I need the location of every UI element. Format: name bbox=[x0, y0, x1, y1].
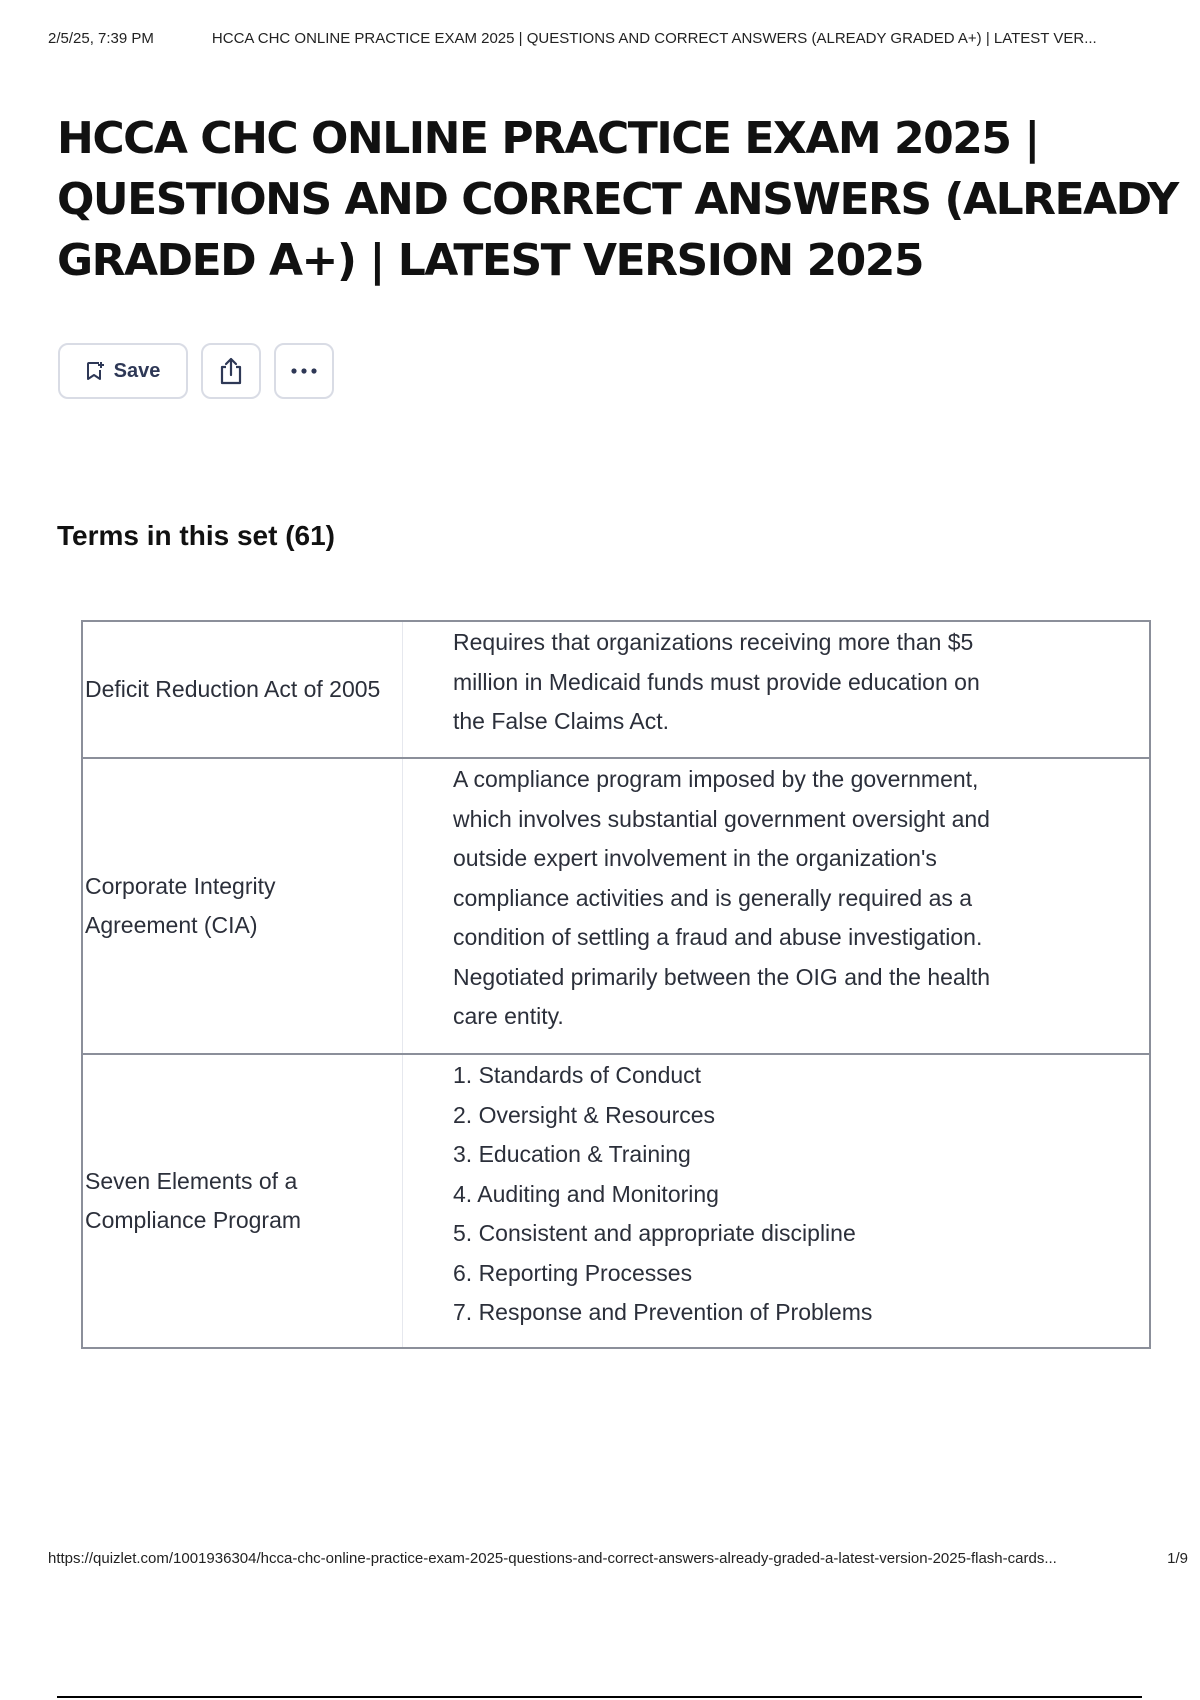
term-word: Corporate Integrity Agreement (CIA) bbox=[83, 759, 403, 1053]
definition-line: care entity. bbox=[453, 1003, 564, 1029]
definition-line: 4. Auditing and Monitoring bbox=[453, 1180, 719, 1207]
more-options-button[interactable] bbox=[274, 343, 334, 399]
term-row bbox=[83, 757, 1149, 1053]
term-definition bbox=[403, 622, 1149, 757]
print-url: https://quizlet.com/1001936304/hcca-chc-online-practice-exam-2025-questions-and-correct-answers-already-graded-a-latest-version-2025-flash-cards... bbox=[48, 1550, 1057, 1567]
print-page-title: HCCA CHC ONLINE PRACTICE EXAM 2025 | QUESTIONS AND CORRECT ANSWERS (ALREADY GRADED A+) | LATEST VER... bbox=[211, 30, 1097, 47]
definition-line: 6. Reporting Processes bbox=[453, 1259, 693, 1286]
print-datetime: 2/5/25, 7:39 PM bbox=[48, 30, 154, 47]
definition-line: million in Medicaid funds must provide education on bbox=[453, 668, 980, 695]
definition-line: Requires that organizations receiving more than $5 bbox=[453, 629, 974, 655]
term-word: Seven Elements of a Compliance Program bbox=[83, 1055, 403, 1347]
definition-line: A compliance program imposed by the government, bbox=[453, 766, 979, 792]
definition-line: 1. Standards of Conduct bbox=[453, 1062, 702, 1088]
definition-line: 5. Consistent and appropriate discipline bbox=[453, 1220, 856, 1246]
term-word: Deficit Reduction Act of 2005 bbox=[83, 622, 403, 757]
definition-line: 2. Oversight & Resources bbox=[453, 1101, 716, 1128]
definition-line: 7. Response and Prevention of Problems bbox=[453, 1299, 873, 1325]
page-divider bbox=[57, 1696, 1142, 1698]
save-label: Save bbox=[113, 359, 161, 382]
print-header bbox=[48, 30, 1178, 47]
terms-list bbox=[81, 620, 1151, 1349]
definition-line: which involves substantial government oversight and bbox=[453, 805, 990, 832]
term-row bbox=[83, 622, 1149, 757]
page-number: 1/9 bbox=[1167, 1550, 1188, 1567]
definition-line: Negotiated primarily between the OIG and the health bbox=[453, 963, 990, 990]
share-icon bbox=[218, 357, 244, 385]
save-button[interactable] bbox=[58, 343, 188, 399]
bookmark-plus-icon bbox=[86, 361, 104, 381]
more-icon bbox=[290, 367, 318, 375]
definition-line: compliance activities and is generally required as a bbox=[453, 884, 973, 911]
term-definition bbox=[403, 759, 1149, 1053]
definition-line: condition of settling a fraud and abuse investigation. bbox=[453, 924, 983, 950]
definition-line: outside expert involvement in the organization's bbox=[453, 845, 937, 871]
action-bar bbox=[58, 343, 334, 399]
page-title: HCCA CHC ONLINE PRACTICE EXAM 2025 | QUESTIONS AND CORRECT ANSWERS (ALREADY GRADED A+) | LATEST VERSION 2025 bbox=[57, 113, 1178, 286]
term-definition bbox=[403, 1055, 1149, 1347]
definition-line: 3. Education & Training bbox=[453, 1141, 691, 1167]
term-row bbox=[83, 1053, 1149, 1347]
terms-heading: Terms in this set (61) bbox=[57, 520, 336, 551]
share-button[interactable] bbox=[201, 343, 261, 399]
definition-line: the False Claims Act. bbox=[453, 708, 670, 734]
print-footer bbox=[48, 1550, 1188, 1567]
